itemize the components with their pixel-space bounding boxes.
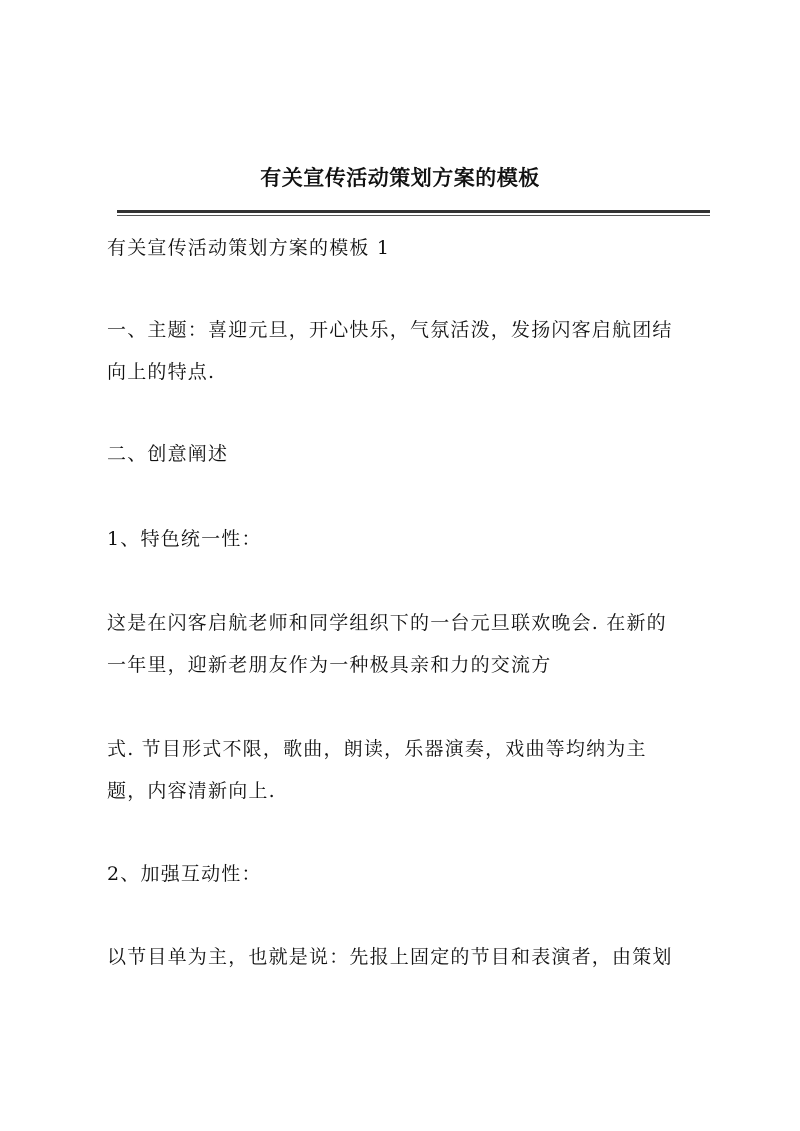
paragraph-line: 向上的特点. <box>107 361 216 383</box>
title-divider <box>117 210 710 213</box>
section-heading: 有关宣传活动策划方案的模板 1 <box>107 237 391 259</box>
title-divider-thin <box>117 215 710 216</box>
paragraph-line: 题，内容清新向上. <box>107 780 276 802</box>
paragraph-line: 以节目单为主，也就是说：先报上固定的节目和表演者，由策划 <box>107 946 673 968</box>
subsection-heading: 1、特色统一性： <box>107 528 262 550</box>
paragraph-line: 式. 节目形式不限，歌曲，朗读，乐器演奏，戏曲等均纳为主 <box>107 738 647 760</box>
section-heading: 二、创意阐述 <box>107 443 229 465</box>
paragraph-line: 一年里，迎新老朋友作为一种极具亲和力的交流方 <box>107 654 552 676</box>
subsection-heading: 2、加强互动性： <box>107 863 262 885</box>
document-title: 有关宣传活动策划方案的模板 <box>260 165 540 190</box>
paragraph-line: 这是在闪客启航老师和同学组织下的一台元旦联欢晚会. 在新的 <box>107 612 667 634</box>
paragraph-line: 一、主题：喜迎元旦，开心快乐，气氛活泼，发扬闪客启航团结 <box>107 319 673 341</box>
